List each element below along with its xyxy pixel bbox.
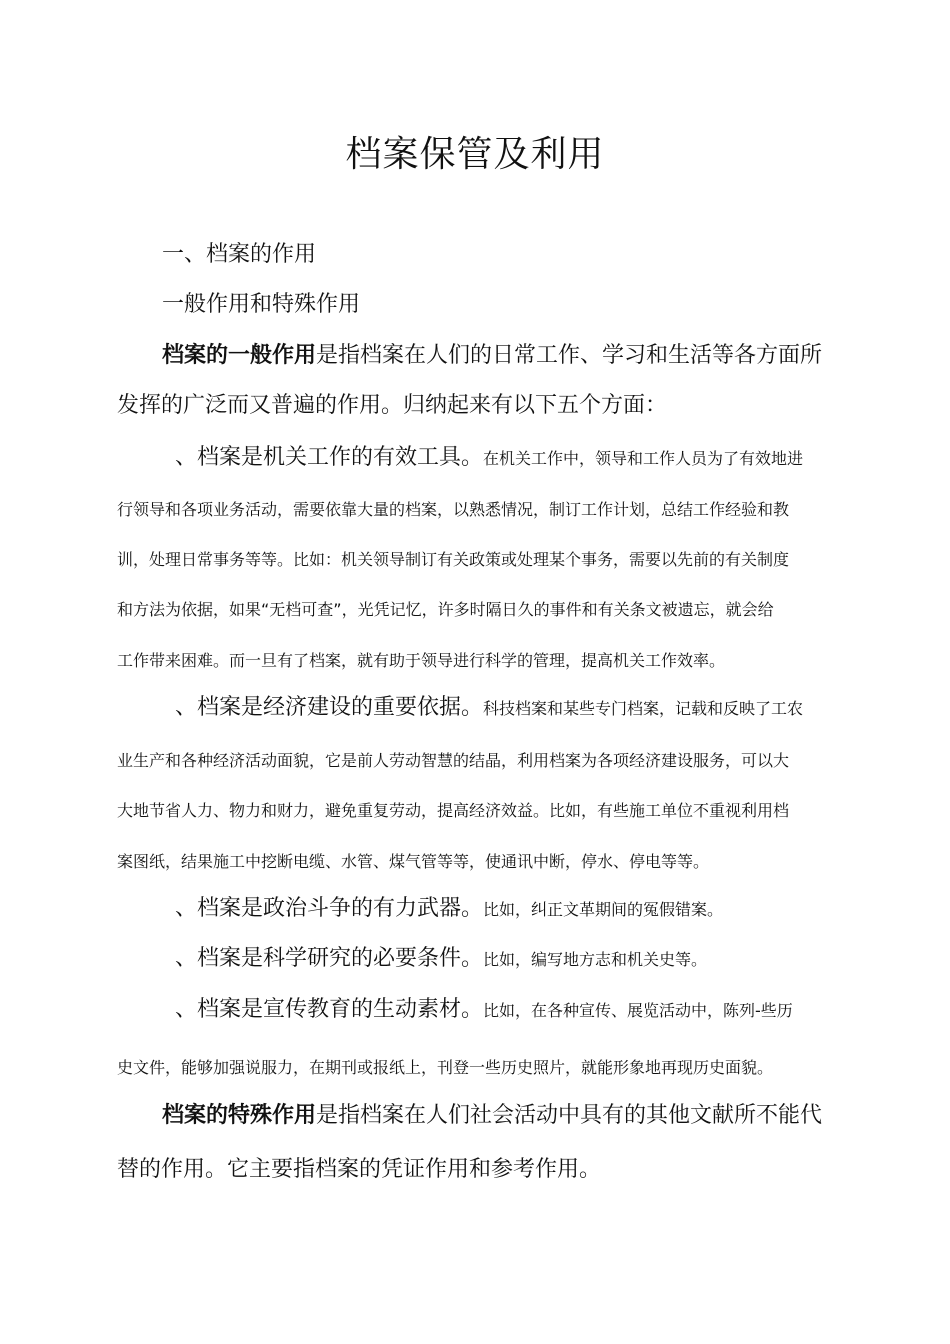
item4-lead: 、档案是科学研究的必要条件。 — [175, 946, 484, 971]
item1-text: 在机关工作中，领导和工作人员为了有效地进 — [483, 449, 804, 468]
section-subheading: 一般作用和特殊作用 — [162, 292, 361, 317]
item2-line-4: 案图纸，结果施工中挖断电缆、水管、煤气管等等，使通讯中断，停水、停电等等。 — [117, 852, 710, 871]
item1-line-3: 训，处理日常事务等等。比如：机关领导制订有关政策或处理某个事务，需要以先前的有关制度 — [117, 550, 790, 569]
item5-lead: 、档案是宣传教育的生动素材。 — [175, 997, 484, 1022]
item1-lead: 、档案是机关工作的有效工具。 — [175, 445, 484, 470]
item1-line-4: 和方法为依据，如果“无档可查”，光凭记忆，许多时隔日久的事件和有关条文被遗忘，就会给 — [117, 600, 774, 619]
special-role-line-1 — [162, 1102, 822, 1129]
item1-line-5: 工作带来困难。而一旦有了档案，就有助于领导进行科学的管理，提高机关工作效率。 — [117, 651, 726, 670]
item2-line-1 — [175, 695, 803, 721]
general-role-term: 档案的一般作用 — [162, 342, 317, 368]
section-heading: 一、档案的作用 — [162, 242, 317, 267]
general-role-line-1 — [162, 342, 822, 369]
item2-text: 科技档案和某些专门档案，记载和反映了工农 — [483, 699, 804, 718]
item1-line-1 — [175, 445, 803, 471]
item3-lead: 、档案是政治斗争的有力武器。 — [175, 896, 484, 921]
item3-text: 比如，纠正文革期间的冤假错案。 — [483, 900, 724, 919]
special-role-text: 是指档案在人们社会活动中具有的其他文献所不能代 — [316, 1103, 823, 1128]
document-title: 档案保管及利用 — [345, 134, 605, 175]
general-role-text: 是指档案在人们的日常工作、学习和生活等各方面所 — [316, 343, 823, 368]
general-role-line-2: 发挥的广泛而又普遍的作用。归纳起来有以下五个方面： — [117, 393, 668, 418]
special-role-line-2: 替的作用。它主要指档案的凭证作用和参考作用。 — [117, 1157, 602, 1182]
item2-lead: 、档案是经济建设的重要依据。 — [175, 695, 484, 720]
item1-line-2: 行领导和各项业务活动，需要依靠大量的档案，以熟悉情况，制订工作计划，总结工作经验和教 — [117, 500, 790, 519]
item5-line-2: 史文件，能够加强说服力，在期刊或报纸上，刊登一些历史照片，就能形象地再现历史面貌。 — [117, 1058, 774, 1077]
item4-line-1 — [175, 946, 707, 972]
item5-line-1 — [175, 997, 793, 1023]
item4-text: 比如，编写地方志和机关史等。 — [483, 950, 708, 969]
item5-text: 比如，在各种宣传、展览活动中，陈列-些历 — [483, 1001, 793, 1020]
item3-line-1 — [175, 896, 723, 922]
item2-line-3: 大地节省人力、物力和财力，避免重复劳动，提高经济效益。比如，有些施工单位不重视利用档 — [117, 801, 790, 820]
special-role-term: 档案的特殊作用 — [162, 1102, 317, 1128]
item2-line-2: 业生产和各种经济活动面貌，它是前人劳动智慧的结晶，利用档案为各项经济建设服务，可以大 — [117, 751, 790, 770]
